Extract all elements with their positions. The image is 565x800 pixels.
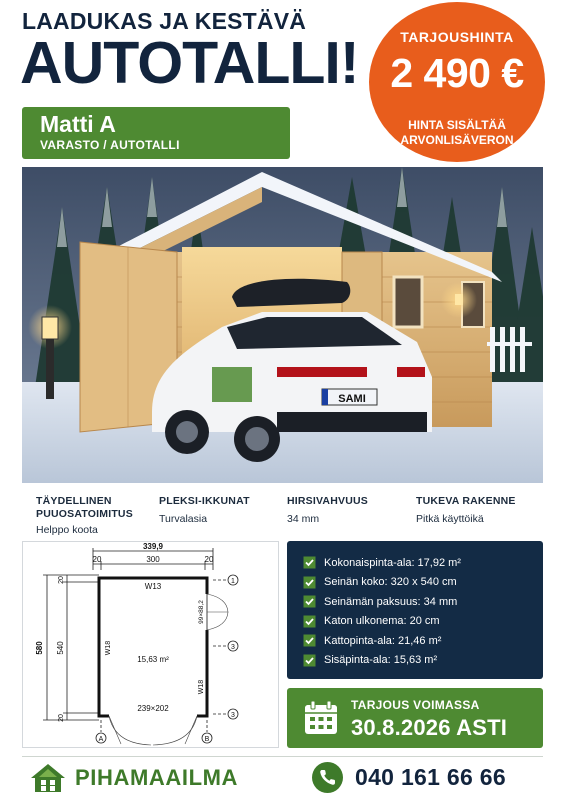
offer-label: TARJOUS VOIMASSA xyxy=(351,698,480,712)
feature-title: TUKEVA RAKENNE xyxy=(416,495,516,507)
spec-text: Seinän koko: 320 x 540 cm xyxy=(324,576,457,589)
dim-wall-top: 20 xyxy=(58,576,65,584)
spec-text: Kattopinta-ala: 21,46 m² xyxy=(324,634,442,647)
dim-total-height: 580 xyxy=(35,641,44,655)
footer-divider xyxy=(22,756,543,757)
phone-number[interactable]: 040 161 66 66 xyxy=(355,764,506,790)
check-icon xyxy=(303,595,316,608)
offer-box xyxy=(287,688,543,748)
spec-item xyxy=(303,553,543,573)
price-badge xyxy=(369,2,545,162)
grid-label-b: B xyxy=(204,736,210,743)
label-window-top: W13 xyxy=(144,582,162,591)
dim-wall-right: 20 xyxy=(204,555,214,564)
check-icon xyxy=(303,634,316,647)
grid-label-a: A xyxy=(98,736,104,743)
check-icon xyxy=(303,556,316,569)
price-note-line1: HINTA SISÄLTÄÄ xyxy=(408,118,506,132)
check-icon xyxy=(303,615,316,628)
feature-desc: Pitkä käyttöikä xyxy=(416,513,484,525)
spec-text: Kokonaispinta-ala: 17,92 m² xyxy=(324,556,461,569)
spec-item xyxy=(303,631,543,651)
phone-icon[interactable] xyxy=(312,762,343,793)
house-logo-icon xyxy=(30,763,66,793)
spec-text: Sisäpinta-ala: 15,63 m² xyxy=(324,654,438,667)
floor-plan-drawing xyxy=(23,542,278,747)
check-icon xyxy=(303,576,316,589)
label-door: 239×202 xyxy=(137,704,169,713)
dim-wall-left: 20 xyxy=(92,555,102,564)
model-name: Matti A xyxy=(40,111,116,137)
feature-log-thickness xyxy=(287,495,368,525)
offer-date: 30.8.2026 ASTI xyxy=(351,715,508,740)
feature-desc: Helppo koota xyxy=(36,524,98,536)
feature-title xyxy=(36,495,133,521)
garage-photo xyxy=(22,167,543,483)
label-area: 15,63 m² xyxy=(137,655,169,664)
spec-text: Katon ulkonema: 20 cm xyxy=(324,615,440,628)
model-box xyxy=(22,107,290,159)
garage-photo-illustration xyxy=(22,167,543,483)
label-wall-left: W18 xyxy=(105,640,112,656)
spec-item xyxy=(303,573,543,593)
brand-name: PIHAMAAILMA xyxy=(75,765,239,790)
price-note-line2: ARVONLISÄVERON xyxy=(400,133,514,147)
spec-item xyxy=(303,592,543,612)
spec-item xyxy=(303,612,543,632)
grid-label-3-bottom: 3 xyxy=(231,712,235,719)
check-icon xyxy=(303,654,316,667)
grid-label-1: 1 xyxy=(231,578,235,585)
headline-small: LAADUKAS JA KESTÄVÄ xyxy=(22,8,307,34)
car-plate: SAMI xyxy=(338,393,366,405)
feature-windows xyxy=(159,495,250,525)
price-value: 2 490 € xyxy=(390,50,524,96)
price-note xyxy=(369,118,545,148)
dim-inner-height: 540 xyxy=(56,641,65,655)
label-window-side: 99×88,2 xyxy=(198,600,205,624)
feature-title-line: PUUOSATOIMITUS xyxy=(36,508,133,520)
feature-title: HIRSIVAHVUUS xyxy=(287,495,368,507)
dim-wall-bottom: 20 xyxy=(58,714,65,722)
feature-title-line: TÄYDELLINEN xyxy=(36,495,112,507)
feature-desc: 34 mm xyxy=(287,513,320,525)
label-wall-right: W18 xyxy=(198,679,205,695)
dim-total-width: 339,9 xyxy=(142,542,164,551)
floor-plan xyxy=(22,541,279,748)
spec-item xyxy=(303,651,543,671)
feature-structure xyxy=(416,495,516,525)
spec-text: Seinämän paksuus: 34 mm xyxy=(324,595,458,608)
calendar-icon xyxy=(303,700,339,736)
dim-inner-width: 300 xyxy=(146,555,160,564)
feature-delivery xyxy=(36,495,133,536)
feature-desc: Turvalasia xyxy=(159,513,208,525)
price-label: TARJOUSHINTA xyxy=(400,29,514,45)
grid-label-3: 3 xyxy=(231,644,235,651)
specs-box xyxy=(287,541,543,679)
headline-big: AUTOTALLI! xyxy=(20,30,359,96)
features-row xyxy=(36,495,543,539)
feature-title: PLEKSI-IKKUNAT xyxy=(159,495,250,507)
model-type: VARASTO / AUTOTALLI xyxy=(40,138,180,152)
